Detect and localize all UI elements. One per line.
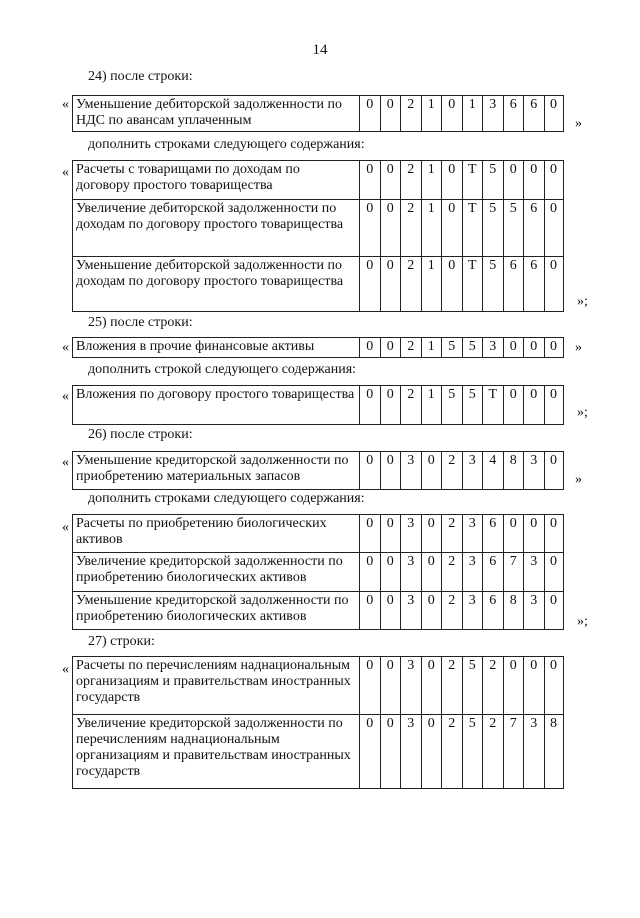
closing-quote: »; bbox=[577, 294, 588, 309]
code-digit: 0 bbox=[442, 200, 463, 257]
code-digit: 0 bbox=[360, 96, 381, 132]
code-digit: 0 bbox=[544, 338, 563, 358]
code-digit: 3 bbox=[462, 452, 483, 490]
code-digit: 3 bbox=[462, 592, 483, 630]
code-digit: 0 bbox=[524, 161, 545, 200]
code-digit: 0 bbox=[360, 452, 381, 490]
open-quote: « bbox=[62, 340, 69, 355]
row-name: Увеличение кредиторской задолженности по перечислениям наднациональным организациям и правительствам иностранных государств bbox=[73, 715, 360, 789]
code-digit: 2 bbox=[401, 257, 422, 312]
page-number: 14 bbox=[312, 42, 328, 58]
code-digit: 2 bbox=[401, 200, 422, 257]
row-name: Вложения в прочие финансовые активы bbox=[73, 338, 360, 358]
table-row bbox=[73, 200, 564, 257]
section-heading: 27) строки: bbox=[88, 634, 155, 649]
code-digit: 0 bbox=[503, 657, 524, 715]
code-digit: 0 bbox=[360, 715, 381, 789]
code-digit: 0 bbox=[380, 386, 401, 425]
code-digit: 0 bbox=[421, 452, 442, 490]
closing-quote: » bbox=[575, 340, 582, 355]
code-table bbox=[72, 514, 564, 630]
table-row bbox=[73, 452, 564, 490]
code-digit: 5 bbox=[483, 257, 504, 312]
code-digit: 0 bbox=[503, 386, 524, 425]
code-digit: 7 bbox=[503, 553, 524, 592]
row-name: Уменьшение кредиторской задолженности по приобретению материальных запасов bbox=[73, 452, 360, 490]
code-digit: 8 bbox=[503, 452, 524, 490]
code-digit: 0 bbox=[503, 338, 524, 358]
open-quote: « bbox=[62, 455, 69, 470]
code-digit: 0 bbox=[380, 338, 401, 358]
row-name: Увеличение дебиторской задолженности по доходам по договору простого товарищества bbox=[73, 200, 360, 257]
code-digit: 0 bbox=[380, 161, 401, 200]
row-name: Расчеты по приобретению биологических активов bbox=[73, 515, 360, 553]
code-digit: 0 bbox=[524, 657, 545, 715]
code-digit: 3 bbox=[524, 592, 545, 630]
code-digit: 2 bbox=[401, 386, 422, 425]
code-digit: 2 bbox=[401, 161, 422, 200]
code-digit: 0 bbox=[544, 386, 563, 425]
code-digit: 0 bbox=[380, 257, 401, 312]
code-digit: Т bbox=[462, 161, 483, 200]
code-digit: 3 bbox=[401, 657, 422, 715]
open-quote: « bbox=[62, 165, 69, 180]
row-name: Вложения по договору простого товарищества bbox=[73, 386, 360, 425]
code-digit: 3 bbox=[401, 715, 422, 789]
code-digit: 2 bbox=[442, 592, 463, 630]
code-digit: 0 bbox=[380, 592, 401, 630]
table-row bbox=[73, 161, 564, 200]
row-name: Увеличение кредиторской задолженности по приобретению биологических активов bbox=[73, 553, 360, 592]
code-digit: 0 bbox=[380, 657, 401, 715]
table-row bbox=[73, 257, 564, 312]
code-digit: Т bbox=[462, 257, 483, 312]
code-digit: 3 bbox=[524, 452, 545, 490]
row-name: Расчеты по перечислениям наднациональным организациям и правительствам иностранных государств bbox=[73, 657, 360, 715]
code-digit: 6 bbox=[524, 200, 545, 257]
code-digit: 2 bbox=[442, 515, 463, 553]
code-digit: 2 bbox=[442, 715, 463, 789]
closing-quote: »; bbox=[577, 614, 588, 629]
code-digit: 0 bbox=[544, 200, 563, 257]
table-row bbox=[73, 338, 564, 358]
code-digit: 0 bbox=[544, 161, 563, 200]
code-digit: 2 bbox=[442, 657, 463, 715]
code-digit: 3 bbox=[483, 96, 504, 132]
code-digit: 0 bbox=[442, 96, 463, 132]
code-digit: 3 bbox=[462, 515, 483, 553]
code-digit: 1 bbox=[421, 386, 442, 425]
code-digit: 0 bbox=[380, 715, 401, 789]
code-digit: 6 bbox=[503, 96, 524, 132]
code-digit: 5 bbox=[462, 386, 483, 425]
open-quote: « bbox=[62, 389, 69, 404]
code-digit: 1 bbox=[421, 96, 442, 132]
code-digit: 3 bbox=[401, 515, 422, 553]
code-table bbox=[72, 337, 564, 358]
code-digit: 5 bbox=[483, 161, 504, 200]
row-name: Уменьшение кредиторской задолженности по приобретению биологических активов bbox=[73, 592, 360, 630]
open-quote: « bbox=[62, 520, 69, 535]
code-digit: 0 bbox=[442, 257, 463, 312]
code-digit: 0 bbox=[380, 200, 401, 257]
code-digit: 6 bbox=[483, 592, 504, 630]
code-digit: 0 bbox=[360, 386, 381, 425]
section-heading: 25) после строки: bbox=[88, 315, 193, 330]
code-digit: 3 bbox=[401, 452, 422, 490]
code-digit: Т bbox=[483, 386, 504, 425]
code-digit: 0 bbox=[360, 200, 381, 257]
code-digit: 0 bbox=[544, 553, 563, 592]
code-digit: 6 bbox=[524, 96, 545, 132]
code-digit: 0 bbox=[544, 515, 563, 553]
open-quote: « bbox=[62, 97, 69, 112]
code-digit: 0 bbox=[380, 452, 401, 490]
code-digit: 5 bbox=[442, 338, 463, 358]
code-digit: 8 bbox=[544, 715, 563, 789]
code-digit: 6 bbox=[483, 515, 504, 553]
code-digit: 0 bbox=[421, 715, 442, 789]
code-digit: 0 bbox=[544, 452, 563, 490]
code-digit: 0 bbox=[360, 515, 381, 553]
code-digit: 5 bbox=[442, 386, 463, 425]
code-digit: 0 bbox=[421, 515, 442, 553]
code-digit: 3 bbox=[462, 553, 483, 592]
code-digit: 0 bbox=[524, 338, 545, 358]
code-digit: 0 bbox=[421, 553, 442, 592]
code-digit: 2 bbox=[401, 338, 422, 358]
code-digit: 0 bbox=[544, 657, 563, 715]
code-digit: 6 bbox=[503, 257, 524, 312]
code-digit: 3 bbox=[524, 553, 545, 592]
code-digit: 5 bbox=[462, 657, 483, 715]
row-name: Уменьшение дебиторской задолженности по НДС по авансам уплаченным bbox=[73, 96, 360, 132]
code-digit: 0 bbox=[360, 338, 381, 358]
code-digit: 3 bbox=[524, 715, 545, 789]
code-digit: 0 bbox=[360, 257, 381, 312]
code-digit: 3 bbox=[401, 592, 422, 630]
code-digit: 1 bbox=[421, 257, 442, 312]
section-heading: дополнить строкой следующего содержания: bbox=[88, 362, 357, 377]
code-digit: 2 bbox=[401, 96, 422, 132]
table-row bbox=[73, 592, 564, 630]
code-digit: 0 bbox=[360, 553, 381, 592]
code-digit: 0 bbox=[360, 161, 381, 200]
code-digit: 0 bbox=[544, 592, 563, 630]
code-digit: 2 bbox=[483, 657, 504, 715]
code-table bbox=[72, 160, 564, 312]
table-row bbox=[73, 657, 564, 715]
table-row bbox=[73, 515, 564, 553]
code-digit: 5 bbox=[503, 200, 524, 257]
table-row bbox=[73, 386, 564, 425]
section-heading: дополнить строками следующего содержания: bbox=[88, 137, 365, 152]
table-row bbox=[73, 553, 564, 592]
code-digit: 0 bbox=[380, 553, 401, 592]
code-digit: 8 bbox=[503, 592, 524, 630]
closing-quote: »; bbox=[577, 405, 588, 420]
code-digit: 0 bbox=[380, 96, 401, 132]
section-heading: дополнить строками следующего содержания: bbox=[88, 491, 365, 506]
code-digit: 0 bbox=[421, 592, 442, 630]
code-digit: 0 bbox=[380, 515, 401, 553]
code-digit: 6 bbox=[483, 553, 504, 592]
row-name: Уменьшение дебиторской задолженности по доходам по договору простого товарищества bbox=[73, 257, 360, 312]
code-digit: 5 bbox=[462, 338, 483, 358]
code-digit: 1 bbox=[421, 338, 442, 358]
closing-quote: » bbox=[575, 116, 582, 131]
code-table bbox=[72, 451, 564, 490]
code-digit: 0 bbox=[524, 386, 545, 425]
code-digit: Т bbox=[462, 200, 483, 257]
code-digit: 1 bbox=[421, 200, 442, 257]
code-digit: 0 bbox=[524, 515, 545, 553]
code-digit: 0 bbox=[360, 592, 381, 630]
code-digit: 2 bbox=[442, 452, 463, 490]
code-digit: 7 bbox=[503, 715, 524, 789]
code-digit: 3 bbox=[483, 338, 504, 358]
code-digit: 0 bbox=[544, 96, 563, 132]
code-digit: 0 bbox=[442, 161, 463, 200]
code-digit: 0 bbox=[544, 257, 563, 312]
code-digit: 5 bbox=[483, 200, 504, 257]
code-digit: 0 bbox=[421, 657, 442, 715]
code-digit: 3 bbox=[401, 553, 422, 592]
code-digit: 1 bbox=[421, 161, 442, 200]
code-digit: 4 bbox=[483, 452, 504, 490]
table-row bbox=[73, 96, 564, 132]
code-table bbox=[72, 656, 564, 789]
open-quote: « bbox=[62, 662, 69, 677]
code-digit: 6 bbox=[524, 257, 545, 312]
closing-quote: » bbox=[575, 472, 582, 487]
table-row bbox=[73, 715, 564, 789]
code-digit: 0 bbox=[503, 515, 524, 553]
code-digit: 5 bbox=[462, 715, 483, 789]
code-table bbox=[72, 95, 564, 132]
row-name: Расчеты с товарищами по доходам по договору простого товарищества bbox=[73, 161, 360, 200]
code-digit: 2 bbox=[442, 553, 463, 592]
code-digit: 0 bbox=[503, 161, 524, 200]
section-heading: 24) после строки: bbox=[88, 69, 193, 84]
section-heading: 26) после строки: bbox=[88, 427, 193, 442]
code-digit: 1 bbox=[462, 96, 483, 132]
code-table bbox=[72, 385, 564, 425]
code-digit: 2 bbox=[483, 715, 504, 789]
code-digit: 0 bbox=[360, 657, 381, 715]
